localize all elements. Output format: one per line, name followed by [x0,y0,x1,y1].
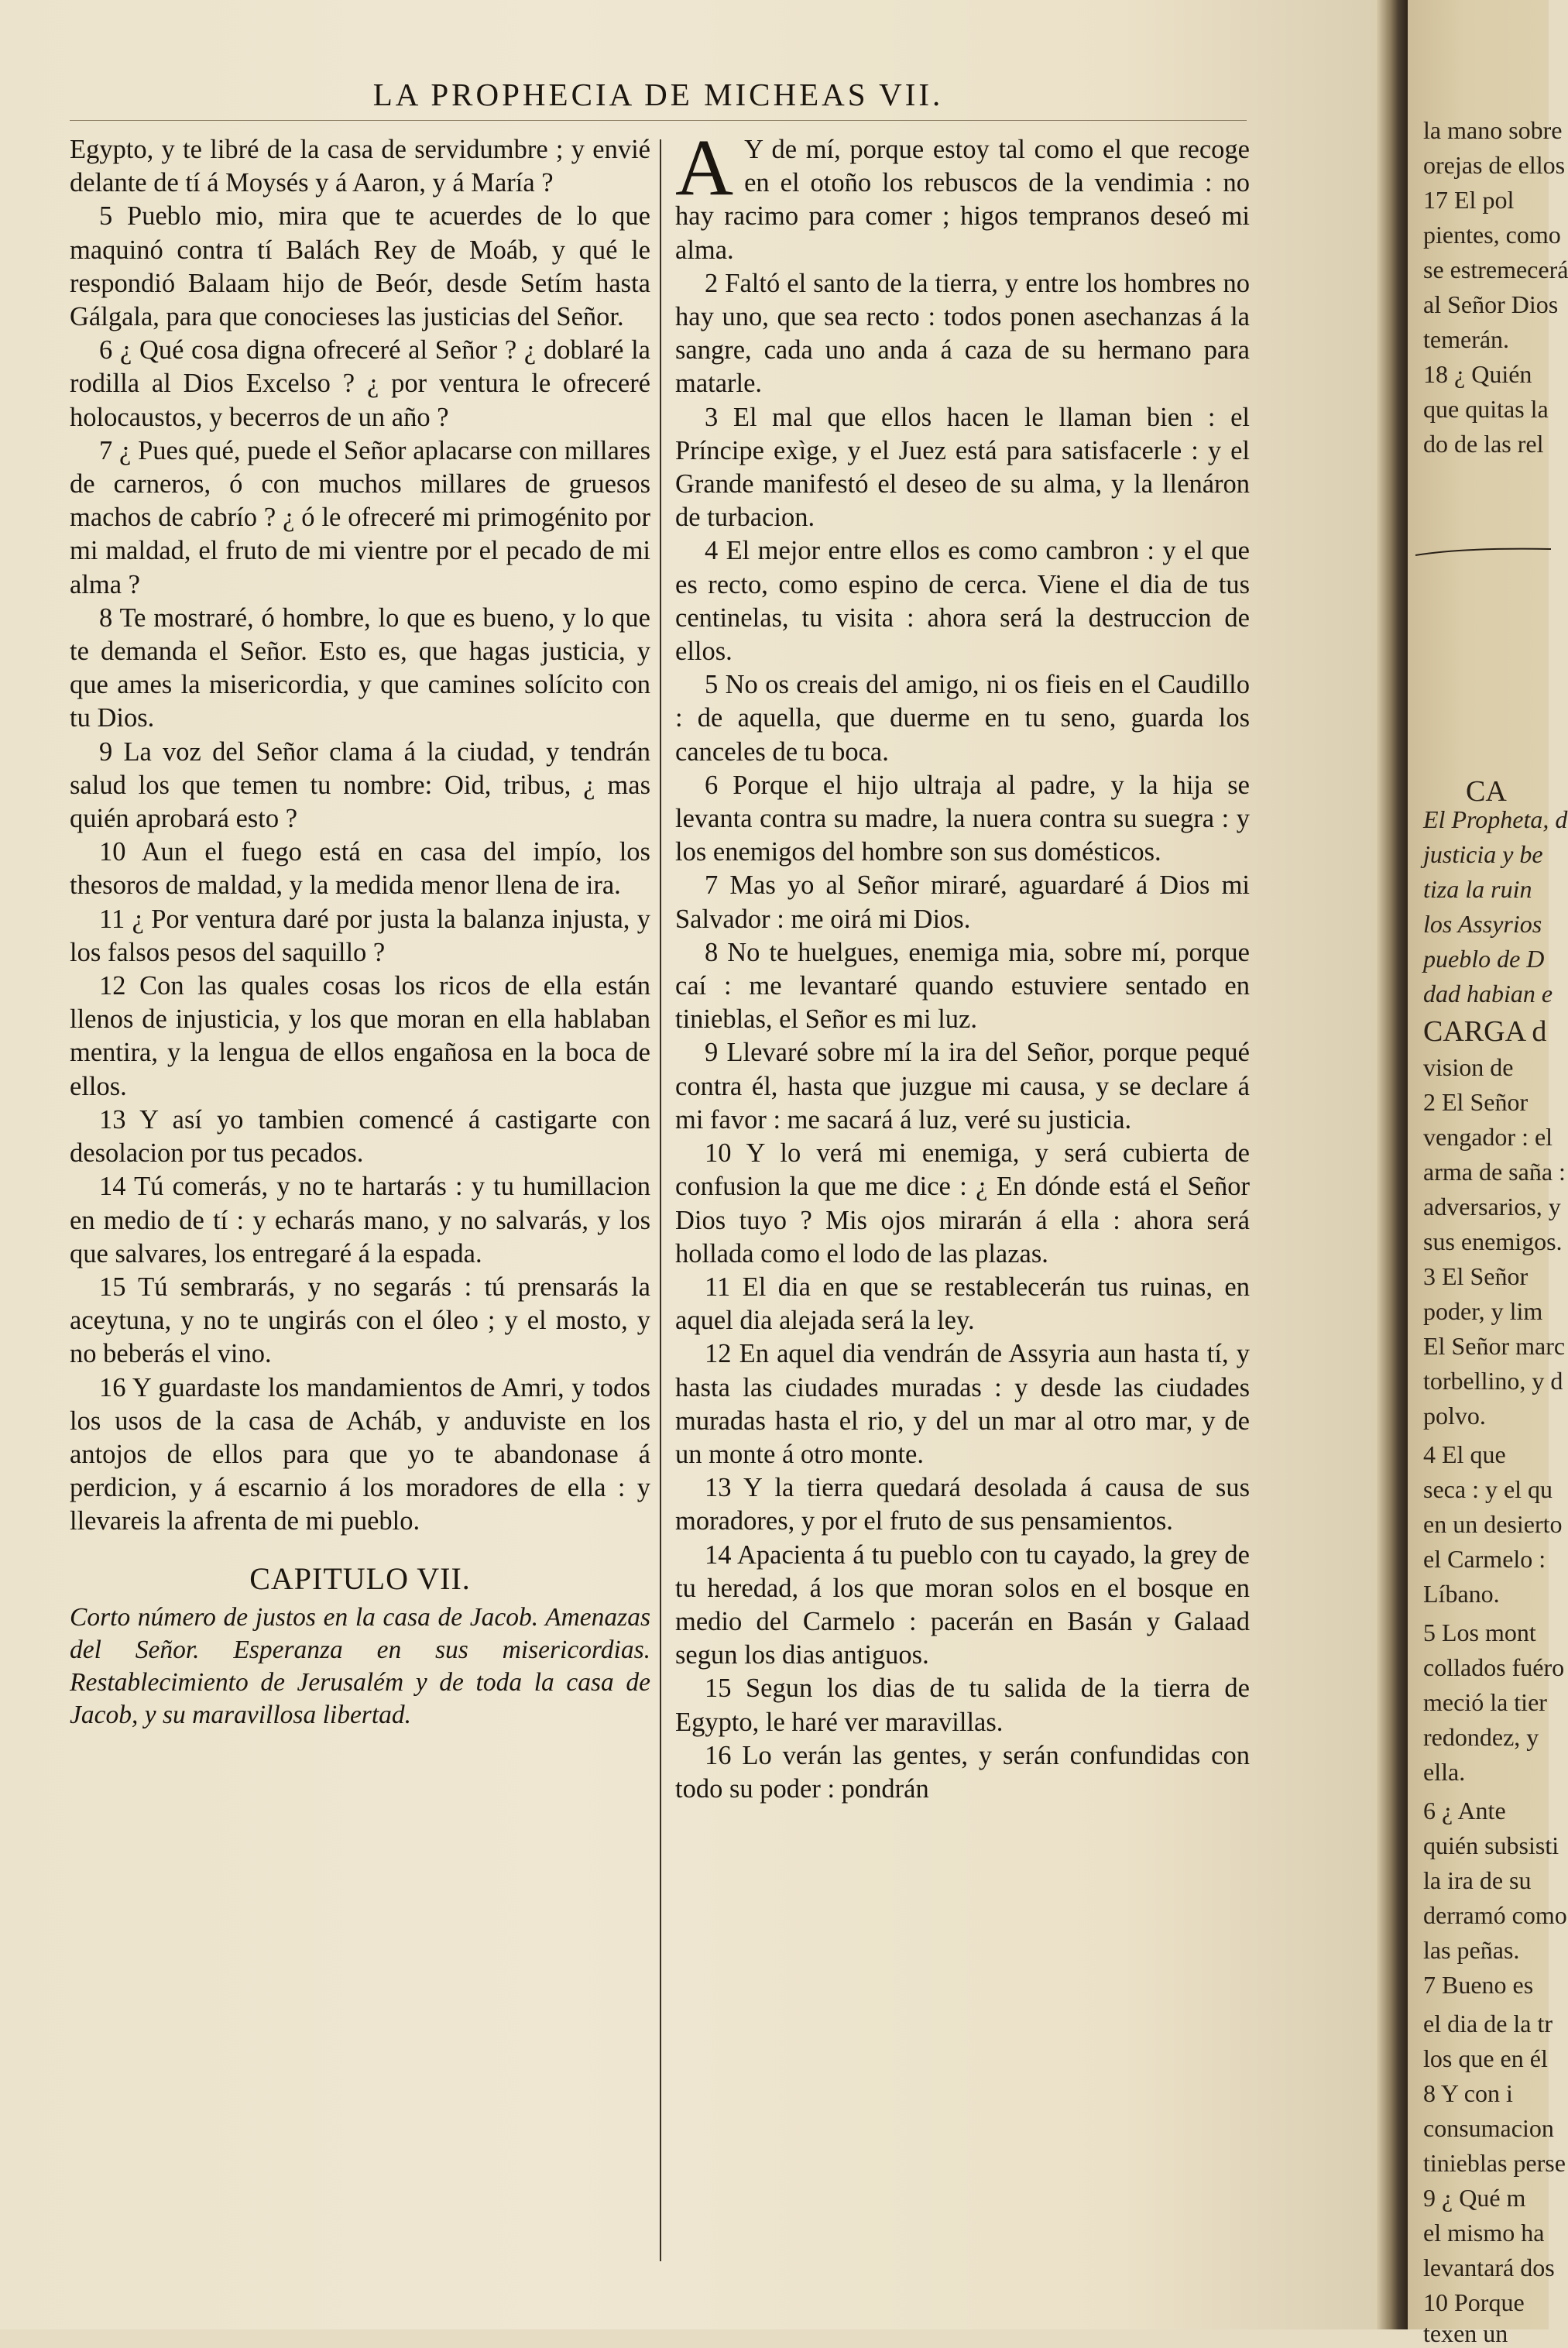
facing-page-line: El Propheta, d [1423,805,1568,833]
facing-page-line: la ira de su [1423,1866,1532,1894]
verse-text: 6 ¿ Qué cosa digna ofreceré al Señor ? ¿ doblaré la rodilla al Dios Excelso ? ¿ por ventura le ofreceré holocaustos, y becerros de un año ? [70,335,650,432]
verse-text: 7 ¿ Pues qué, puede el Señor aplacarse con millares de carneros, ó con muchos millares de gruesos machos de cabrío ? ¿ ó le ofreceré mi primogénito por mi maldad, el fruto de mi vientre por el pecado de mi alma ? [70,435,650,599]
chapter-title: CAPITULO VII. [249,1560,471,1596]
facing-page-line: dad habian e [1423,980,1553,1008]
facing-page-line: CARGA d [1423,1015,1547,1048]
verse-text: 13 Y la tierra quedará desolada á causa de sus moradores, y por el fruto de sus pensamientos. [675,1473,1250,1536]
facing-page-line: los Assyrios [1423,910,1542,938]
drop-cap: A [675,123,734,212]
facing-page-line: ella. [1423,1758,1466,1786]
facing-page-line: los que en él [1423,2044,1548,2072]
facing-page-line: meció la tier [1423,1688,1547,1716]
facing-page-line: 17 El pol [1423,186,1515,214]
verse-text: 10 Aun el fuego está en casa del impío, los thesoros de maldad, y la medida menor llena de ira. [70,837,650,901]
facing-page-line: texen un [1423,2319,1508,2347]
book-gutter [1377,0,1408,2329]
facing-page-line: 3 El Señor [1423,1262,1529,1290]
facing-page-line: 8 Y con i [1423,2079,1513,2107]
header-rule [70,120,1247,121]
facing-page-line: 18 ¿ Quién [1423,360,1532,388]
facing-page-line: do de las rel [1423,430,1544,458]
verse-text: 12 En aquel dia vendrán de Assyria aun hasta tí, y hasta las ciudades muradas : y desde las ciudades muradas hasta el rio, y del un mar al otro mar, y de un monte á otro monte. [675,1339,1250,1469]
chapter-summary: Corto número de justos en la casa de Jacob. Amenazas del Señor. Esperanza en sus misericordias. Restablecimiento de Jerusalém y de toda la casa de Jacob, y su maravillosa libertad. [70,1602,650,1729]
facing-page-line: vision de [1423,1053,1514,1081]
verse-text: 12 Con las quales cosas los ricos de ella están llenos de injusticia, y los que moran en ella hablaban mentira, y la lengua de ellos engañosa en la boca de ellos. [70,971,650,1101]
facing-page [1408,0,1568,2347]
facing-page-line: el Carmelo : [1423,1545,1546,1573]
facing-page-line: en un desierto [1423,1510,1563,1538]
facing-page-line: temerán. [1423,325,1510,353]
facing-page-line: levantará dos [1423,2254,1555,2281]
facing-page-line: El Señor marc [1423,1332,1566,1360]
verse-text: 9 Llevaré sobre mí la ira del Señor, porque pequé contra él, hasta que juzgue mi causa, y se declare á mi favor : me sacará á luz, veré su justicia. [675,1038,1250,1135]
verse-text: 5 No os creais del amigo, ni os fieis en el Caudillo : de aquella, que duerme en tu seno, guarda los canceles de tu boca. [675,670,1250,767]
facing-page-line: 5 Los mont [1423,1619,1536,1646]
verse-text: 14 Apacienta á tu pueblo con tu cayado, la grey de tu heredad, á los que moran solos en el bosque en medio del Carmelo : pacerán en Basán y Galaad segun los dias antiguos. [675,1540,1250,1670]
first-verse-text: Y de mí, porque estoy tal como el que recoge en el otoño los rebuscos de la vendimia : no hay racimo para comer ; higos tempranos deseó mi alma. [675,135,1250,265]
facing-page-line: 4 El que [1423,1440,1506,1468]
facing-page-line: polvo. [1423,1402,1486,1430]
verse-text: 3 El mal que ellos hacen le llaman bien : el Príncipe exìge, y el Juez está para satisfacerle : y el Grande manifestó el deseo de su alma, y la llenáron de turbacion. [675,402,1250,533]
facing-page-line: quién subsisti [1423,1831,1559,1859]
facing-page-line: se estremecerá [1423,256,1568,283]
verse-text: 16 Lo verán las gentes, y serán confundidas con todo su poder : pondrán [675,1740,1250,1804]
verse-text: 4 El mejor entre ellos es como cambron : y el que es recto, como espino de cerca. Viene el dia de tus centinelas, tu visita : ahora será la destruccion de ellos. [675,536,1250,667]
facing-page-line: arma de saña : [1423,1158,1566,1186]
facing-page-line: las peñas. [1423,1936,1520,1964]
verse-text: 6 Porque el hijo ultraja al padre, y la hija se levanta contra su madre, la nuera contra su suegra : y los enemigos del hombre son sus domésticos. [675,770,1250,867]
facing-page-line: CA [1466,775,1507,808]
facing-page-line: 7 Bueno es [1423,1971,1534,1999]
verse-text: 14 Tú comerás, y no te hartarás : y tu humillacion en medio de tí : y echarás mano, y no salvarás, y los que salvares, los entregaré á la espada. [70,1172,650,1268]
facing-page-line: torbellino, y d [1423,1367,1563,1395]
facing-page-line: 9 ¿ Qué m [1423,2184,1526,2212]
facing-page-line: 6 ¿ Ante [1423,1797,1506,1825]
ornament-rule-icon [1415,544,1551,560]
facing-page-line: collados fuéro [1423,1653,1565,1681]
facing-page-line: adversarios, y [1423,1193,1561,1220]
right-column [675,123,1250,1806]
verse-text: 9 La voz del Señor clama á la ciudad, y tendrán salud los que temen tu nombre: Oid, tribus, ¿ mas quién aprobará esto ? [70,736,650,834]
facing-page-line: orejas de ellos [1423,151,1566,179]
facing-page-line: justicia y be [1423,840,1543,868]
left-column [70,133,650,1732]
verse-text: 8 No te huelgues, enemiga mia, sobre mí, porque caí : me levantaré quando estuviere sentado en tinieblas, el Señor es mi luz. [675,937,1250,1035]
facing-page-line: poder, y lim [1423,1297,1543,1325]
verse-text: 16 Y guardaste los mandamientos de Amri, y todos los usos de la casa de Acháb, y anduviste en los antojos de ellos para que yo te abandonase á perdicion, y á escarnio á los moradores de ella : y llevareis la afrenta de mi pueblo. [70,1372,650,1536]
facing-page-line: al Señor Dios [1423,290,1559,318]
facing-page-line: Líbano. [1423,1580,1500,1608]
facing-page-line: tiza la ruin [1423,875,1532,903]
facing-page-line: pientes, como [1423,221,1561,249]
running-head: LA PROPHECIA DE MICHEAS VII. [372,77,944,112]
verse-text: 10 Y lo verá mi enemiga, y será cubierta de confusion la que me dice : ¿ En dónde está el Señor Dios tuyo ? Mis ojos mirarán á ella : ahora será hollada como el lodo de las plazas. [675,1138,1250,1268]
facing-page-line: pueblo de D [1423,945,1545,973]
verse-text: 15 Tú sembrarás, y no segarás : tú prensarás la aceytuna, y no te ungirás con el óleo ; y el mosto, y no beberás el vino. [70,1272,650,1369]
facing-page-line: sus enemigos. [1423,1227,1563,1255]
verse-text: 5 Pueblo mio, mira que te acuerdes de lo que maquinó contra tí Balách Rey de Moáb, y qué le respondió Balaam hijo de Beór, desde Setím hasta Gálgala, para que conocieses las justicias del Señor. [70,201,650,332]
facing-page-line: seca : y el qu [1423,1475,1553,1503]
facing-page-line: 2 El Señor [1423,1088,1529,1116]
verse-text: 8 Te mostraré, ó hombre, lo que es bueno, y lo que te demanda el Señor. Esto es, que hagas justicia, y que ames la misericordia, y que camines solícito con tu Dios. [70,602,650,733]
facing-page-line: redondez, y [1423,1723,1539,1751]
verse-text: Egypto, y te libré de la casa de servidumbre ; y envié delante de tí á Moysés y á Aaron, y á María ? [70,135,650,198]
verse-text: 11 ¿ Por ventura daré por justa la balanza injusta, y los falsos pesos del saquillo ? [70,904,650,967]
facing-page-line: el dia de la tr [1423,2010,1553,2037]
facing-page-line: que quitas la [1423,395,1549,423]
verse-text: 11 El dia en que se restablecerán tus ruinas, en aquel dia alejada será la ley. [675,1272,1250,1336]
facing-page-line: derramó como [1423,1901,1567,1929]
verse-text: 2 Faltó el santo de la tierra, y entre los hombres no hay uno, que sea recto : todos ponen asechanzas á la sangre, cada uno anda á caza de su hermano para matarle. [675,268,1250,399]
facing-page-line: el mismo ha [1423,2219,1545,2247]
facing-page-line: la mano sobre [1423,116,1563,144]
facing-page-line: consumacion [1423,2114,1554,2142]
verse-text: 13 Y así yo tambien comencé á castigarte con desolacion por tus pecados. [70,1104,650,1169]
column-divider [660,139,661,2261]
verse-text: 7 Mas yo al Señor miraré, aguardaré á Dios mi Salvador : me oirá mi Dios. [675,870,1250,934]
first-verse [675,123,1250,267]
facing-page-line: tinieblas perse [1423,2149,1566,2177]
facing-page-line: vengador : el [1423,1123,1553,1151]
verse-text: 15 Segun los dias de tu salida de la tierra de Egypto, le haré ver maravillas. [675,1673,1250,1737]
facing-page-line: 10 Porque [1423,2288,1525,2316]
